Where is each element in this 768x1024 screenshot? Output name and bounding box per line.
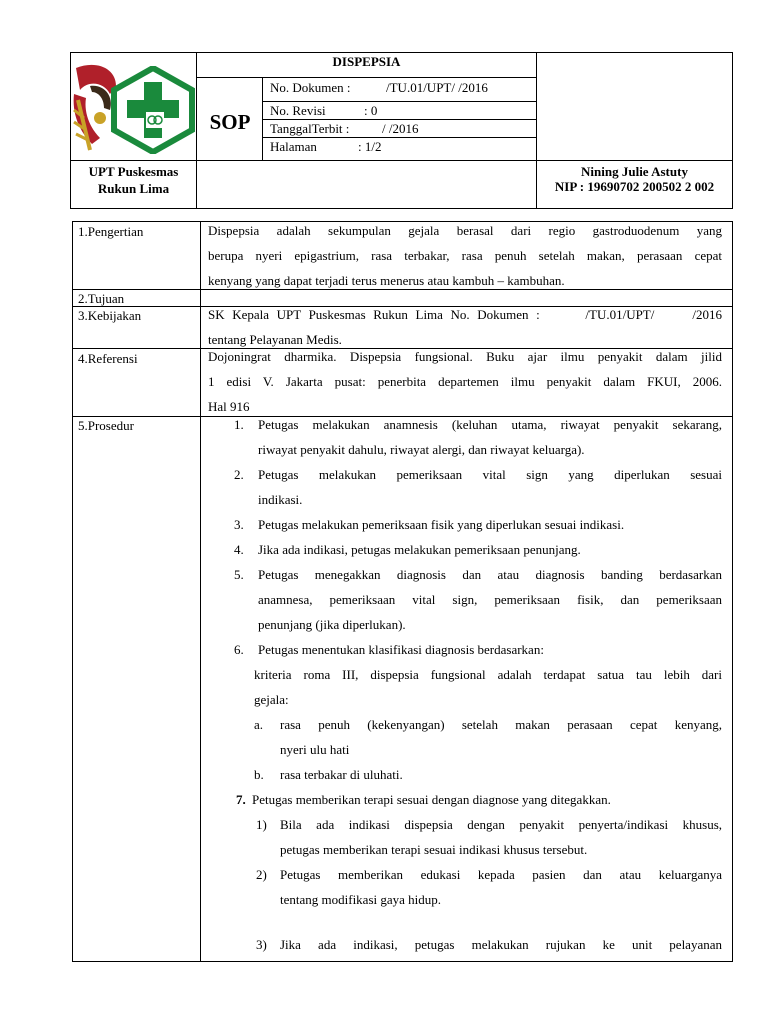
step-number: 5.: [234, 567, 244, 582]
step-line: anamnesa, pemeriksaan vital sign, pemeriksaan fisik, dan pemeriksaan: [258, 592, 722, 607]
field-no-dokumen-value: /TU.01/UPT/ /2016: [386, 80, 488, 95]
step-line: Jika ada indikasi, petugas melakukan pemeriksaan penunjang.: [258, 542, 581, 557]
therapy-item-line: Jika ada indikasi, petugas melakukan rujukan ke unit pelayanan: [280, 937, 722, 952]
therapy-item-line: tentang modifikasi gaya hidup.: [280, 892, 442, 907]
step-line: Petugas melakukan anamnesis (keluhan utama, riwayat penyakit sekarang,: [258, 417, 722, 432]
therapy-item-line: petugas memberikan terapi sesuai indikasi khusus tersebut.: [280, 842, 588, 857]
referensi-line: 1 edisi V. Jakarta pusat: penerbita departemen ilmu penyakit dalam FKUI, 2006.: [208, 374, 722, 389]
criteria-item: [234, 712, 722, 762]
step-number: 2.: [234, 467, 244, 482]
criteria-line: gejala:: [254, 692, 289, 707]
field-tanggal-terbit-label: TanggalTerbit :: [270, 121, 350, 136]
field-no-revisi-value: : 0: [364, 103, 378, 118]
step-line: Petugas memberikan terapi sesuai dengan diagnose yang ditegakkan.: [252, 792, 611, 807]
pengertian-line: kenyang yang dapat terjadi terus menerus atau kambuh – kambuhan.: [208, 273, 565, 288]
procedure-step: [234, 512, 722, 537]
criteria-text: [234, 662, 722, 712]
therapy-item-number: 1): [256, 817, 267, 832]
organization-name-line1: UPT Puskesmas: [88, 164, 179, 179]
pengertian-line: berupa nyeri epigastrium, rasa terbakar, rasa penuh setelah makan, perasaan cepat: [208, 248, 722, 263]
procedure-step: [234, 462, 722, 512]
therapy-item-number: 2): [256, 867, 267, 882]
puskesmas-cross-logo-icon: [110, 66, 196, 154]
therapy-item-line: Bila ada indikasi dispepsia dengan penyakit penyerta/indikasi khusus,: [280, 817, 722, 832]
referensi-line: Dojoningrat dharmika. Dispepsia fungsional. Buku ajar ilmu penyakit dalam jilid: [208, 349, 722, 364]
section-label-prosedur: 5.Prosedur: [78, 418, 134, 433]
field-no-dokumen-label: No. Dokumen :: [270, 80, 351, 95]
criteria-item-letter: b.: [254, 767, 264, 782]
criteria-item-line: rasa penuh (kekenyangan) setelah makan perasaan cepat kenyang,: [280, 717, 722, 732]
step-line: indikasi.: [258, 492, 303, 507]
step-number: 6.: [234, 642, 244, 657]
criteria-item-line: rasa terbakar di uluhati.: [280, 767, 403, 782]
field-halaman-label: Halaman: [270, 139, 317, 154]
step-number: 4.: [234, 542, 244, 557]
field-halaman-value: : 1/2: [358, 139, 382, 154]
section-label-referensi: 4.Referensi: [78, 351, 138, 366]
criteria-item: [234, 762, 722, 787]
organization-name-line2: Rukun Lima: [97, 181, 170, 196]
pengertian-text: [208, 218, 722, 293]
sop-label: SOP: [209, 110, 251, 134]
procedure-step: [234, 412, 722, 462]
step-number: 1.: [234, 417, 244, 432]
prosedur-steps: [234, 412, 722, 957]
procedure-step: [234, 637, 722, 662]
criteria-item-letter: a.: [254, 717, 264, 732]
step-number: 3.: [234, 517, 244, 532]
kebijakan-line: SK Kepala UPT Puskesmas Rukun Lima No. Dokumen : /TU.01/UPT/ /2016: [208, 307, 722, 322]
signer-nip: NIP : 19690702 200502 2 002: [554, 179, 715, 194]
pengertian-line: Dispepsia adalah sekumpulan gejala berasal dari regio gastroduodenum yang: [208, 223, 722, 238]
section-label-pengertian: 1.Pengertian: [78, 224, 144, 239]
procedure-step: [236, 787, 722, 812]
kebijakan-line: tentang Pelayanan Medis.: [208, 332, 342, 347]
therapy-item: [234, 932, 722, 957]
signer-name: Nining Julie Astuty: [581, 164, 688, 179]
referensi-line: Hal 916: [208, 399, 250, 414]
section-label-tujuan: 2.Tujuan: [78, 291, 125, 306]
procedure-step: [234, 562, 722, 637]
therapy-item-line: Petugas memberikan edukasi kepada pasien dan atau keluarganya: [280, 867, 722, 882]
therapy-item: [234, 812, 722, 862]
therapy-item: [234, 862, 722, 912]
document-title: DISPEPSIA: [332, 54, 401, 69]
section-label-kebijakan: 3.Kebijakan: [78, 308, 142, 323]
referensi-text: [208, 344, 722, 419]
step-line: penunjang (jika diperlukan).: [258, 617, 406, 632]
procedure-step: [234, 537, 722, 562]
step-line: Petugas menentukan klasifikasi diagnosis berdasarkan:: [258, 642, 544, 657]
criteria-item-line: nyeri ulu hati: [280, 742, 350, 757]
therapy-item-number: 3): [256, 937, 267, 952]
step-line: riwayat penyakit dahulu, riwayat alergi, dan riwayat keluarga).: [258, 442, 585, 457]
step-number: 7.: [236, 792, 246, 807]
field-no-revisi-label: No. Revisi: [270, 103, 326, 118]
criteria-line: kriteria roma III, dispepsia fungsional adalah terdapat satua tau lebih dari: [254, 667, 722, 682]
step-line: Petugas menegakkan diagnosis dan atau diagnosis banding berdasarkan: [258, 567, 722, 582]
step-line: Petugas melakukan pemeriksaan vital sign yang diperlukan sesuai: [258, 467, 722, 482]
step-line: Petugas melakukan pemeriksaan fisik yang diperlukan sesuai indikasi.: [258, 517, 625, 532]
field-tanggal-terbit-value: / /2016: [382, 121, 419, 136]
